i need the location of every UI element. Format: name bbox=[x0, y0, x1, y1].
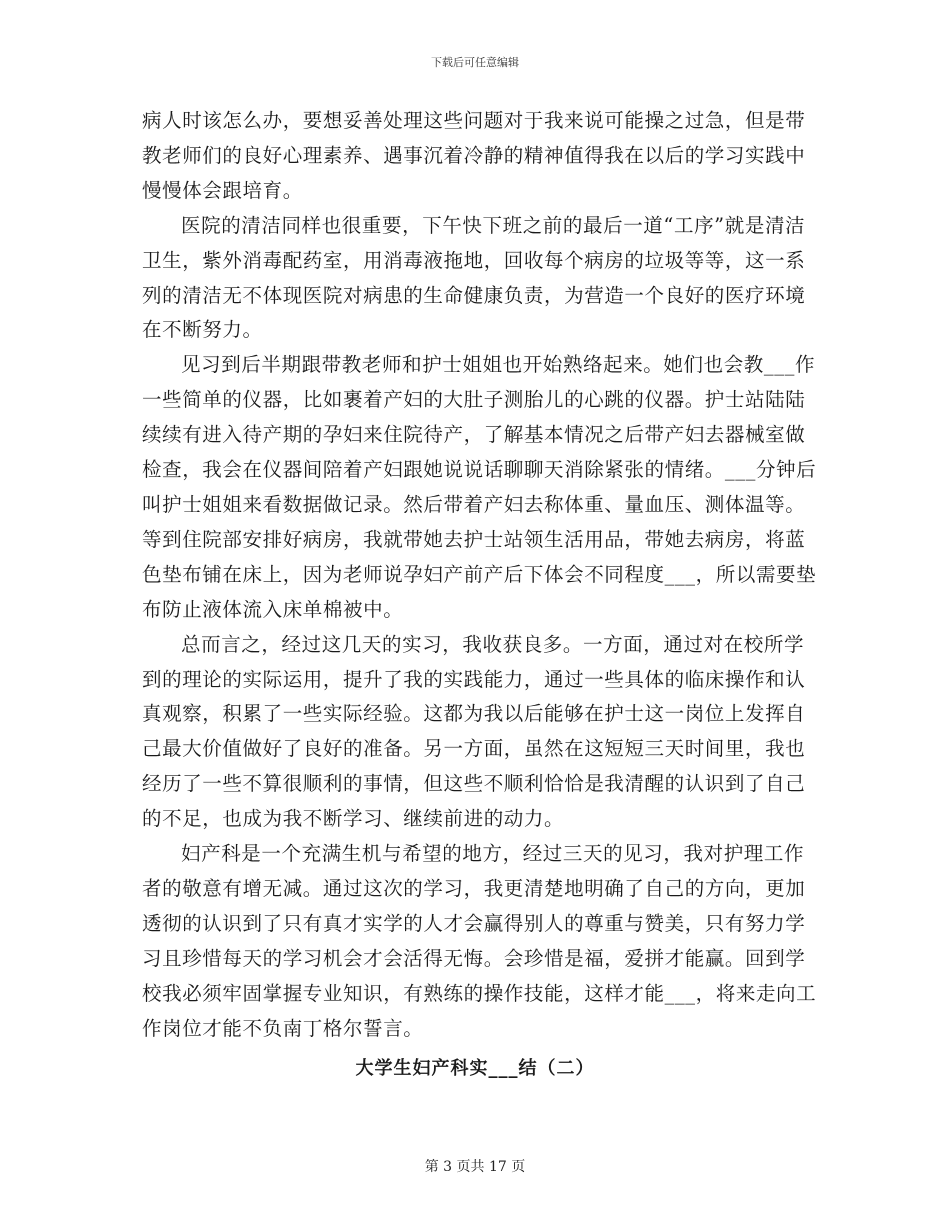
paragraph-1: 病人时该怎么办，要想妥善处理这些问题对于我来说可能操之过急，但是带教老师们的良好心理素养、遇事沉着冷静的精神值得我在以后的学习实践中慢慢体会跟培育。 bbox=[142, 109, 806, 202]
page-header: 下载后可任意编辑 bbox=[431, 56, 519, 69]
document-body bbox=[142, 104, 822, 1046]
page-footer: 第 3 页共 17 页 bbox=[424, 1159, 526, 1175]
paragraph-2: 医院的清洁同样也很重要，下午快下班之前的最后一道“工序”就是清洁卫生，紫外消毒配药室，用消毒液拖地，回收每个病房的垃圾等等，这一系列的清洁无不体现医院对病患的生命健康负责，为营造一个良好的医疗环境在不断努力。 bbox=[142, 213, 806, 342]
section-title: 大学生妇产科实___结（二） bbox=[355, 1058, 595, 1079]
paragraph-5: 妇产科是一个充满生机与希望的地方，经过三天的见习，我对护理工作者的敬意有增无减。通过这次的学习，我更清楚地明确了自己的方向，更加透彻的认识到了只有真才实学的人才会赢得别人的尊重与赞美，只有努力学习且珍惜每天的学习机会才会活得无悔。会珍惜是福，爱拼才能赢。回到学校我必须牢固掌握专业知识，有熟练的操作技能，这样才能___，将来走向工作岗位才能不负南丁格尔誓言。 bbox=[142, 842, 817, 1040]
paragraph-4: 总而言之，经过这几天的实习，我收获良多。一方面，通过对在校所学到的理论的实际运用，提升了我的实践能力，通过一些具体的临床操作和认真观察，积累了一些实际经验。这都为我以后能够在护士这一岗位上发挥自己最大价值做好了良好的准备。另一方面，虽然在这短短三天时间里，我也经历了一些不算很顺利的事情，但这些不顺利恰恰是我清醒的认识到了自己的不足，也成为我不断学习、继续前进的动力。 bbox=[142, 632, 806, 831]
paragraph-3: 见习到后半期跟带教老师和护士姐姐也开始熟络起来。她们也会教___作一些简单的仪器，比如裹着产妇的大肚子测胎儿的心跳的仪器。护士站陆陆续续有进入待产期的孕妇来住院待产，了解基本情况之后带产妇去器械室做检查，我会在仪器间陪着产妇跟她说说话聊聊天消除紧张的情绪。___分钟后叫护士姐姐来看数据做记录。然后带着产妇去称体重、量血压、测体温等。等到住院部安排好病房，我就带她去护士站领生活用品，带她去病房，将蓝色垫布铺在床上，因为老师说孕妇产前产后下体会不同程度___，所以需要垫布防止液体流入床单棉被中。 bbox=[142, 353, 817, 621]
